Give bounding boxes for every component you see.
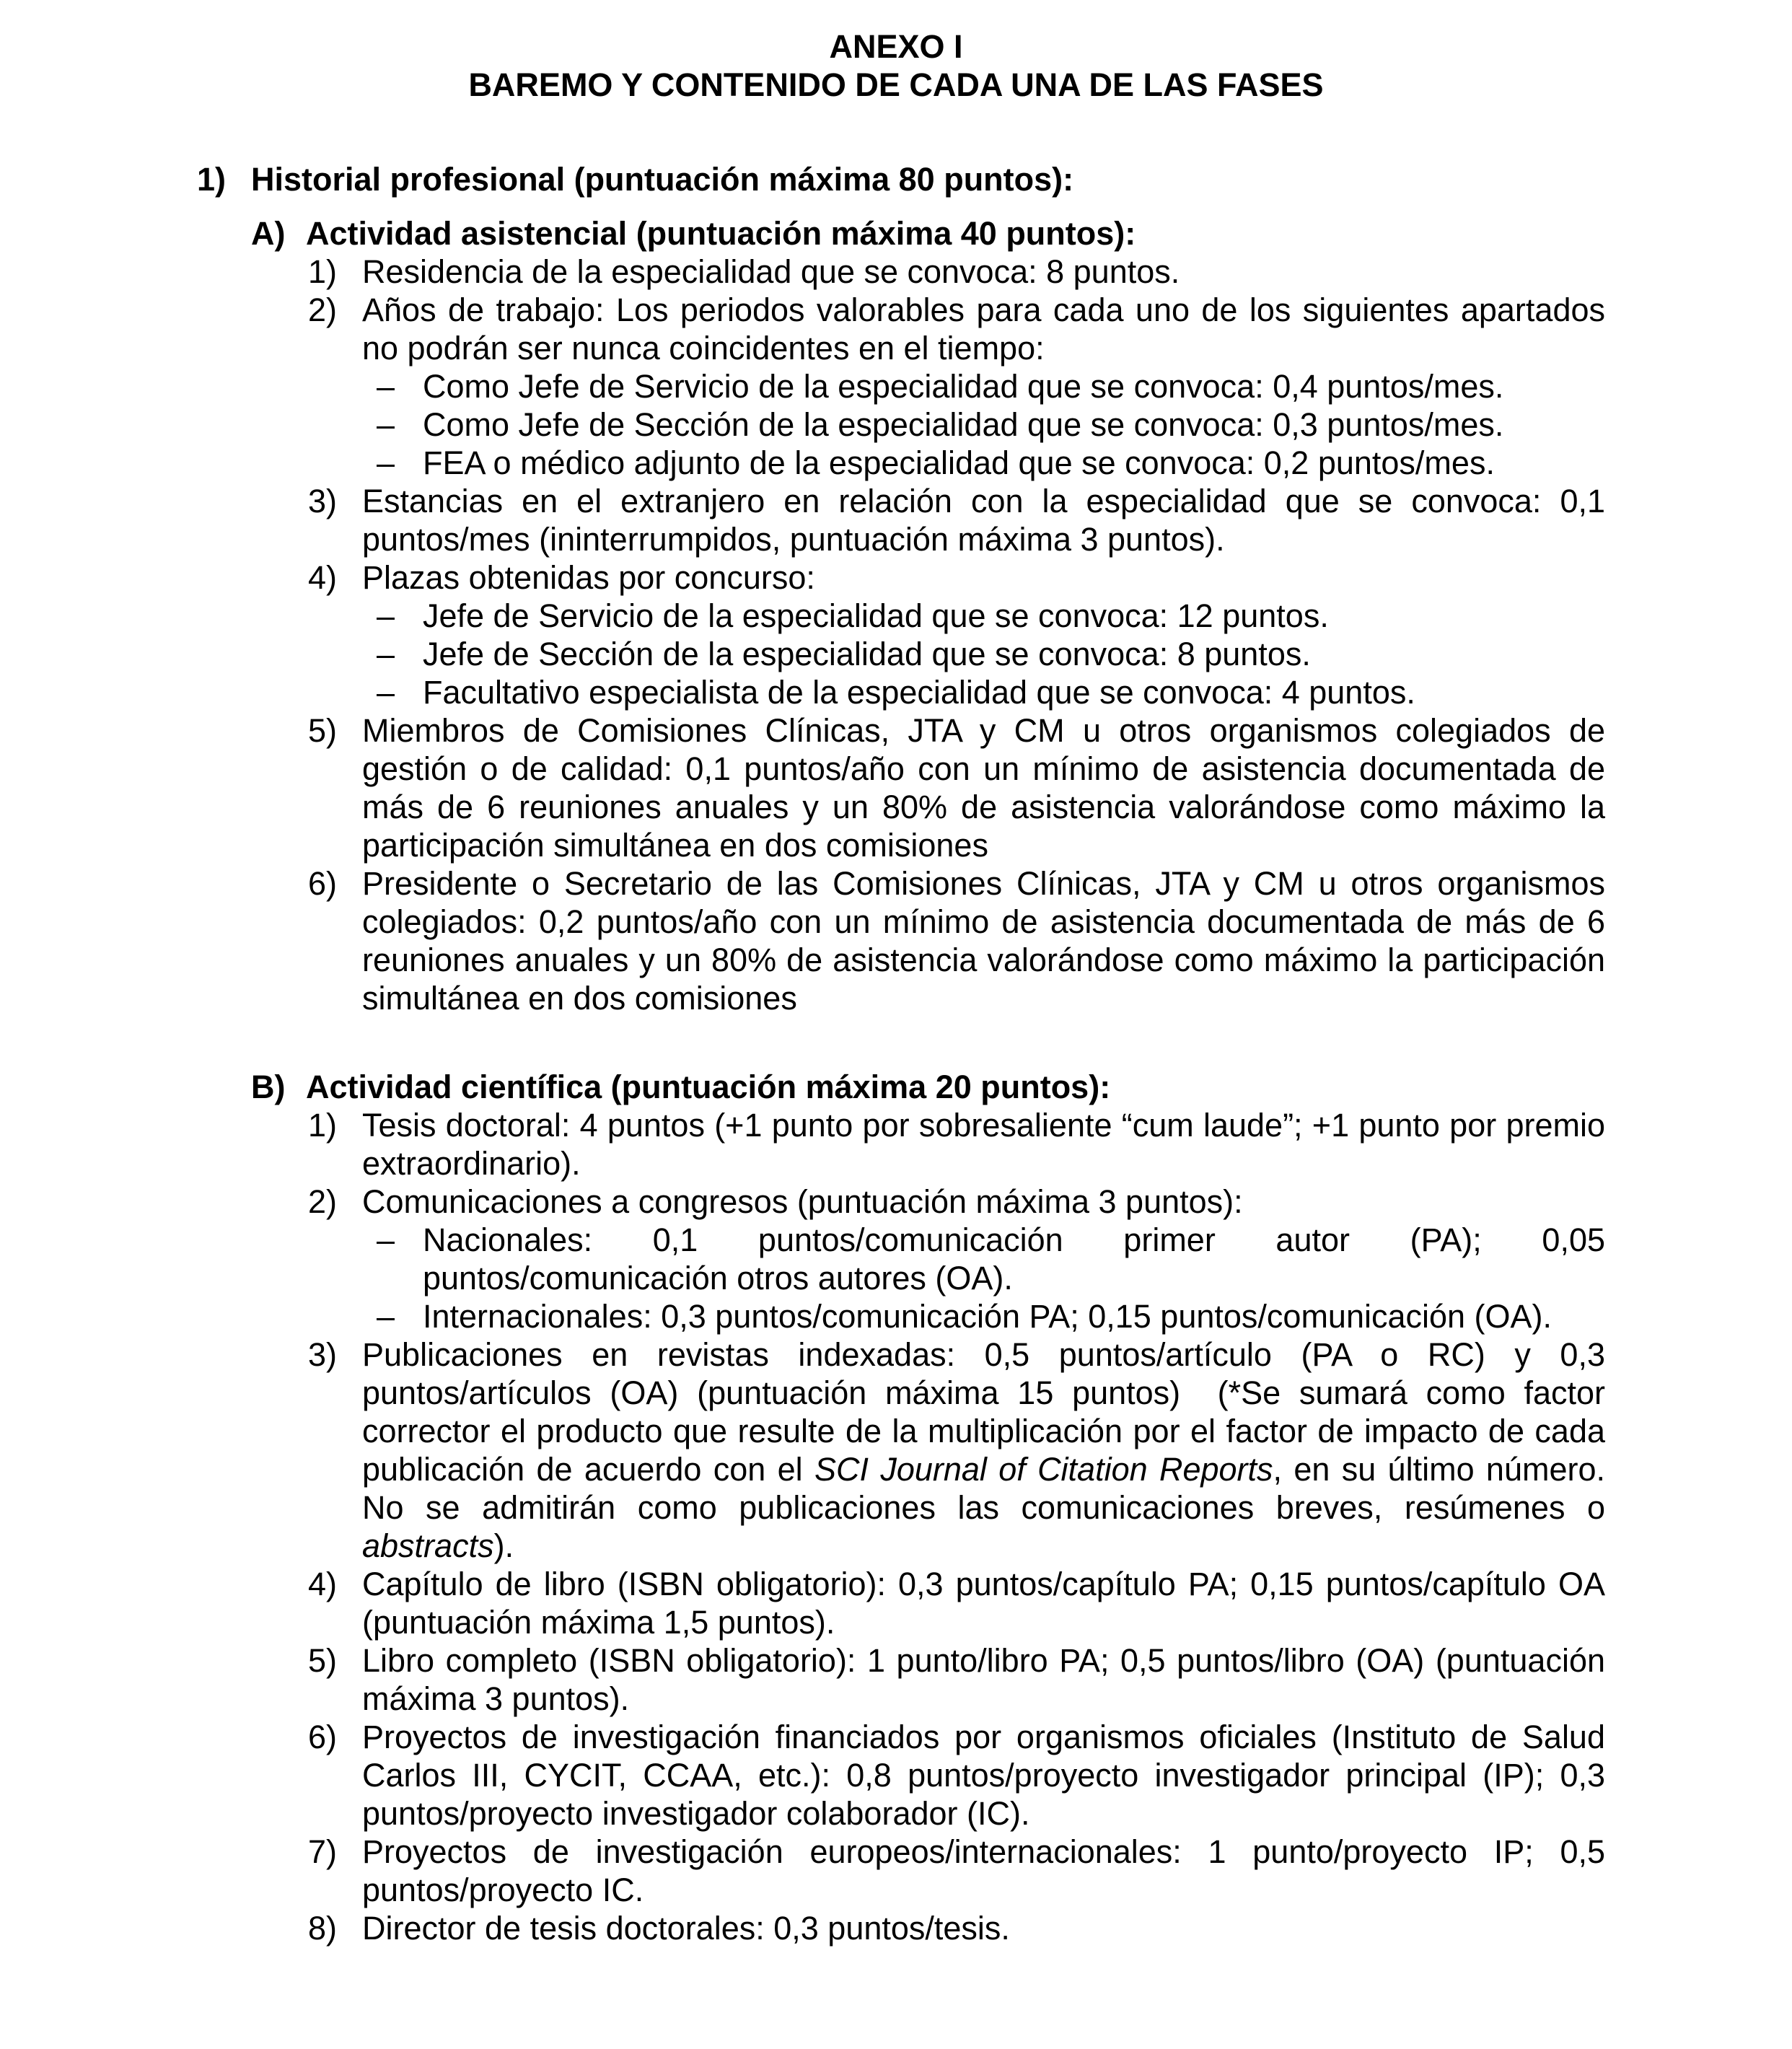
dash-item-text (423, 1298, 1552, 1335)
text-segment: Residencia de la especialidad que se convoca: 8 puntos. (362, 253, 1180, 290)
text-segment: Como Jefe de Sección de la especialidad que se convoca: 0,3 puntos/mes. (423, 406, 1504, 443)
item-text (362, 865, 1605, 1017)
subsection (0, 214, 1792, 1017)
text-segment: Proyectos de investigación europeos/internacionales: 1 punto/proyecto IP; 0,5 puntos/proyecto IC. (362, 1833, 1605, 1908)
section-heading (0, 160, 1792, 198)
dash-item-text (423, 636, 1311, 672)
item-text (362, 712, 1605, 864)
list-item (0, 1335, 1792, 1565)
dash-item (0, 444, 1792, 482)
dash-item-text (423, 1221, 1605, 1296)
item-text (362, 1336, 1605, 1564)
text-segment: Proyectos de investigación financiados por organismos oficiales (Instituto de Salud Carlos III, CYCIT, CCAA, etc.): 0,8 puntos/proyecto investigador principal (IP); 0,3 puntos/proyecto investigador colaborador (IC). (362, 1719, 1605, 1832)
item-number-marker: 4) (308, 559, 338, 596)
list-item (0, 1106, 1792, 1183)
text-segment: Libro completo (ISBN obligatorio): 1 punto/libro PA; 0,5 puntos/libro (OA) (puntuación máxima 3 puntos). (362, 1642, 1605, 1717)
dash-item-text (423, 674, 1415, 711)
list-item (0, 253, 1792, 291)
list-item (0, 558, 1792, 597)
text-segment: Presidente o Secretario de las Comisiones Clínicas, JTA y CM u otros organismos colegiados: 0,2 puntos/año con un mínimo de asistencia documentada de más de 6 reuniones anuales y un 80% de asistencia valorándose como máximo la participación simultánea en dos comisiones (362, 865, 1605, 1017)
text-segment: Plazas obtenidas por concurso: (362, 559, 815, 596)
item-number-marker: 6) (308, 1719, 338, 1755)
subsection-marker: A) (251, 215, 286, 252)
text-segment: Internacionales: 0,3 puntos/comunicación PA; 0,15 puntos/comunicación (OA). (423, 1298, 1552, 1335)
item-text (362, 1833, 1605, 1908)
text-segment: Capítulo de libro (ISBN obligatorio): 0,3 puntos/capítulo PA; 0,15 puntos/capítulo OA (puntuación máxima 1,5 puntos). (362, 1566, 1605, 1641)
item-number-marker: 8) (308, 1910, 338, 1947)
list-item (0, 1909, 1792, 1947)
text-segment: Comunicaciones a congresos (puntuación máxima 3 puntos): (362, 1183, 1243, 1220)
item-number-marker: 3) (308, 1336, 338, 1373)
item-text (362, 1719, 1605, 1832)
text-segment: ). (493, 1527, 514, 1564)
text-segment: Facultativo especialista de la especialidad que se convoca: 4 puntos. (423, 674, 1415, 711)
dash-item-text (423, 444, 1495, 481)
subsection-heading (0, 214, 1792, 253)
dash-marker: – (377, 368, 395, 405)
subsection-heading-text: Actividad científica (puntuación máxima 20 puntos): (306, 1069, 1111, 1105)
item-number-marker: 2) (308, 291, 338, 328)
text-segment: Miembros de Comisiones Clínicas, JTA y CM u otros organismos colegiados de gestión o de calidad: 0,1 puntos/año con un mínimo de asistencia documentada de más de 6 reuniones anuales y un 80% de asistencia valorándose como máximo la participación simultánea en dos comisiones (362, 712, 1605, 864)
dash-item-text (423, 368, 1503, 405)
item-text (362, 1642, 1605, 1717)
item-number-marker: 5) (308, 712, 338, 749)
dash-marker: – (377, 674, 395, 711)
subsection-heading-text: Actividad asistencial (puntuación máxima 40 puntos): (306, 215, 1136, 252)
italic-text-segment: SCI Journal of Citation Reports (814, 1451, 1273, 1488)
item-text (362, 1107, 1605, 1182)
dash-item-text (423, 597, 1329, 634)
item-number-marker: 6) (308, 865, 338, 902)
text-segment: Jefe de Servicio de la especialidad que se convoca: 12 puntos. (423, 597, 1329, 634)
section (0, 160, 1792, 1947)
subsection (0, 1068, 1792, 1947)
subsection-heading (0, 1068, 1792, 1106)
dash-marker: – (377, 406, 395, 443)
list-item (0, 482, 1792, 558)
list-item (0, 1718, 1792, 1833)
document-body (0, 160, 1792, 1947)
subsection-marker: B) (251, 1069, 286, 1105)
item-number-marker: 2) (308, 1183, 338, 1220)
text-segment: Como Jefe de Servicio de la especialidad que se convoca: 0,4 puntos/mes. (423, 368, 1504, 405)
dash-item (0, 673, 1792, 711)
item-text (362, 483, 1605, 558)
list-item (0, 1641, 1792, 1718)
section-heading-text: Historial profesional (puntuación máxima 80 puntos): (251, 161, 1074, 198)
dash-item (0, 635, 1792, 673)
text-segment: , en su último número. No se admitirán como publicaciones las comunicaciones breves, resúmenes o (362, 1451, 1605, 1526)
list-item (0, 711, 1792, 864)
text-segment: Jefe de Sección de la especialidad que se convoca: 8 puntos. (423, 636, 1311, 672)
item-number-marker: 7) (308, 1833, 338, 1870)
item-number-marker: 1) (308, 253, 338, 290)
text-segment: Publicaciones en revistas indexadas: 0,5 puntos/artículo (PA o RC) y 0,3 puntos/artículos (OA) (puntuación máxima 15 puntos) (*Se sumará como factor corrector el producto que resulte de la multiplicación por el factor de impacto de cada publicación de acuerdo con el (362, 1336, 1605, 1488)
item-number-marker: 3) (308, 483, 338, 519)
dash-item (0, 1221, 1792, 1297)
italic-text-segment: abstracts (362, 1527, 494, 1564)
dash-marker: – (377, 1221, 395, 1258)
dash-item (0, 597, 1792, 635)
dash-item (0, 405, 1792, 444)
dash-item-text (423, 406, 1503, 443)
dash-marker: – (377, 636, 395, 672)
title-line-2: BAREMO Y CONTENIDO DE CADA UNA DE LAS FASES (468, 66, 1324, 103)
dash-item (0, 367, 1792, 405)
item-text (362, 559, 815, 596)
list-item (0, 1183, 1792, 1221)
item-text (362, 1566, 1605, 1641)
dash-marker: – (377, 1298, 395, 1335)
text-segment: Años de trabajo: Los periodos valorables para cada uno de los siguientes apartados no podrán ser nunca coincidentes en el tiempo: (362, 291, 1605, 367)
text-segment: Tesis doctoral: 4 puntos (+1 punto por sobresaliente “cum laude”; +1 punto por premio extraordinario). (362, 1107, 1605, 1182)
item-number-marker: 1) (308, 1107, 338, 1144)
document-title (0, 0, 1792, 104)
text-segment: Director de tesis doctorales: 0,3 puntos/tesis. (362, 1910, 1010, 1947)
dash-item (0, 1297, 1792, 1335)
list-item (0, 1833, 1792, 1909)
item-text (362, 291, 1605, 367)
item-number-marker: 4) (308, 1566, 338, 1602)
item-text (362, 253, 1180, 290)
item-number-marker: 5) (308, 1642, 338, 1679)
dash-marker: – (377, 597, 395, 634)
list-item (0, 1565, 1792, 1641)
dash-marker: – (377, 444, 395, 481)
title-line-1: ANEXO I (829, 28, 963, 65)
section-marker: 1) (197, 161, 227, 198)
text-segment: Nacionales: 0,1 puntos/comunicación primer autor (PA); 0,05 puntos/comunicación otros autores (OA). (423, 1221, 1605, 1296)
item-text (362, 1183, 1243, 1220)
text-segment: Estancias en el extranjero en relación con la especialidad que se convoca: 0,1 puntos/mes (ininterrumpidos, puntuación máxima 3 puntos). (362, 483, 1605, 558)
item-text (362, 1910, 1010, 1947)
list-item (0, 291, 1792, 367)
text-segment: FEA o médico adjunto de la especialidad que se convoca: 0,2 puntos/mes. (423, 444, 1495, 481)
list-item (0, 864, 1792, 1017)
